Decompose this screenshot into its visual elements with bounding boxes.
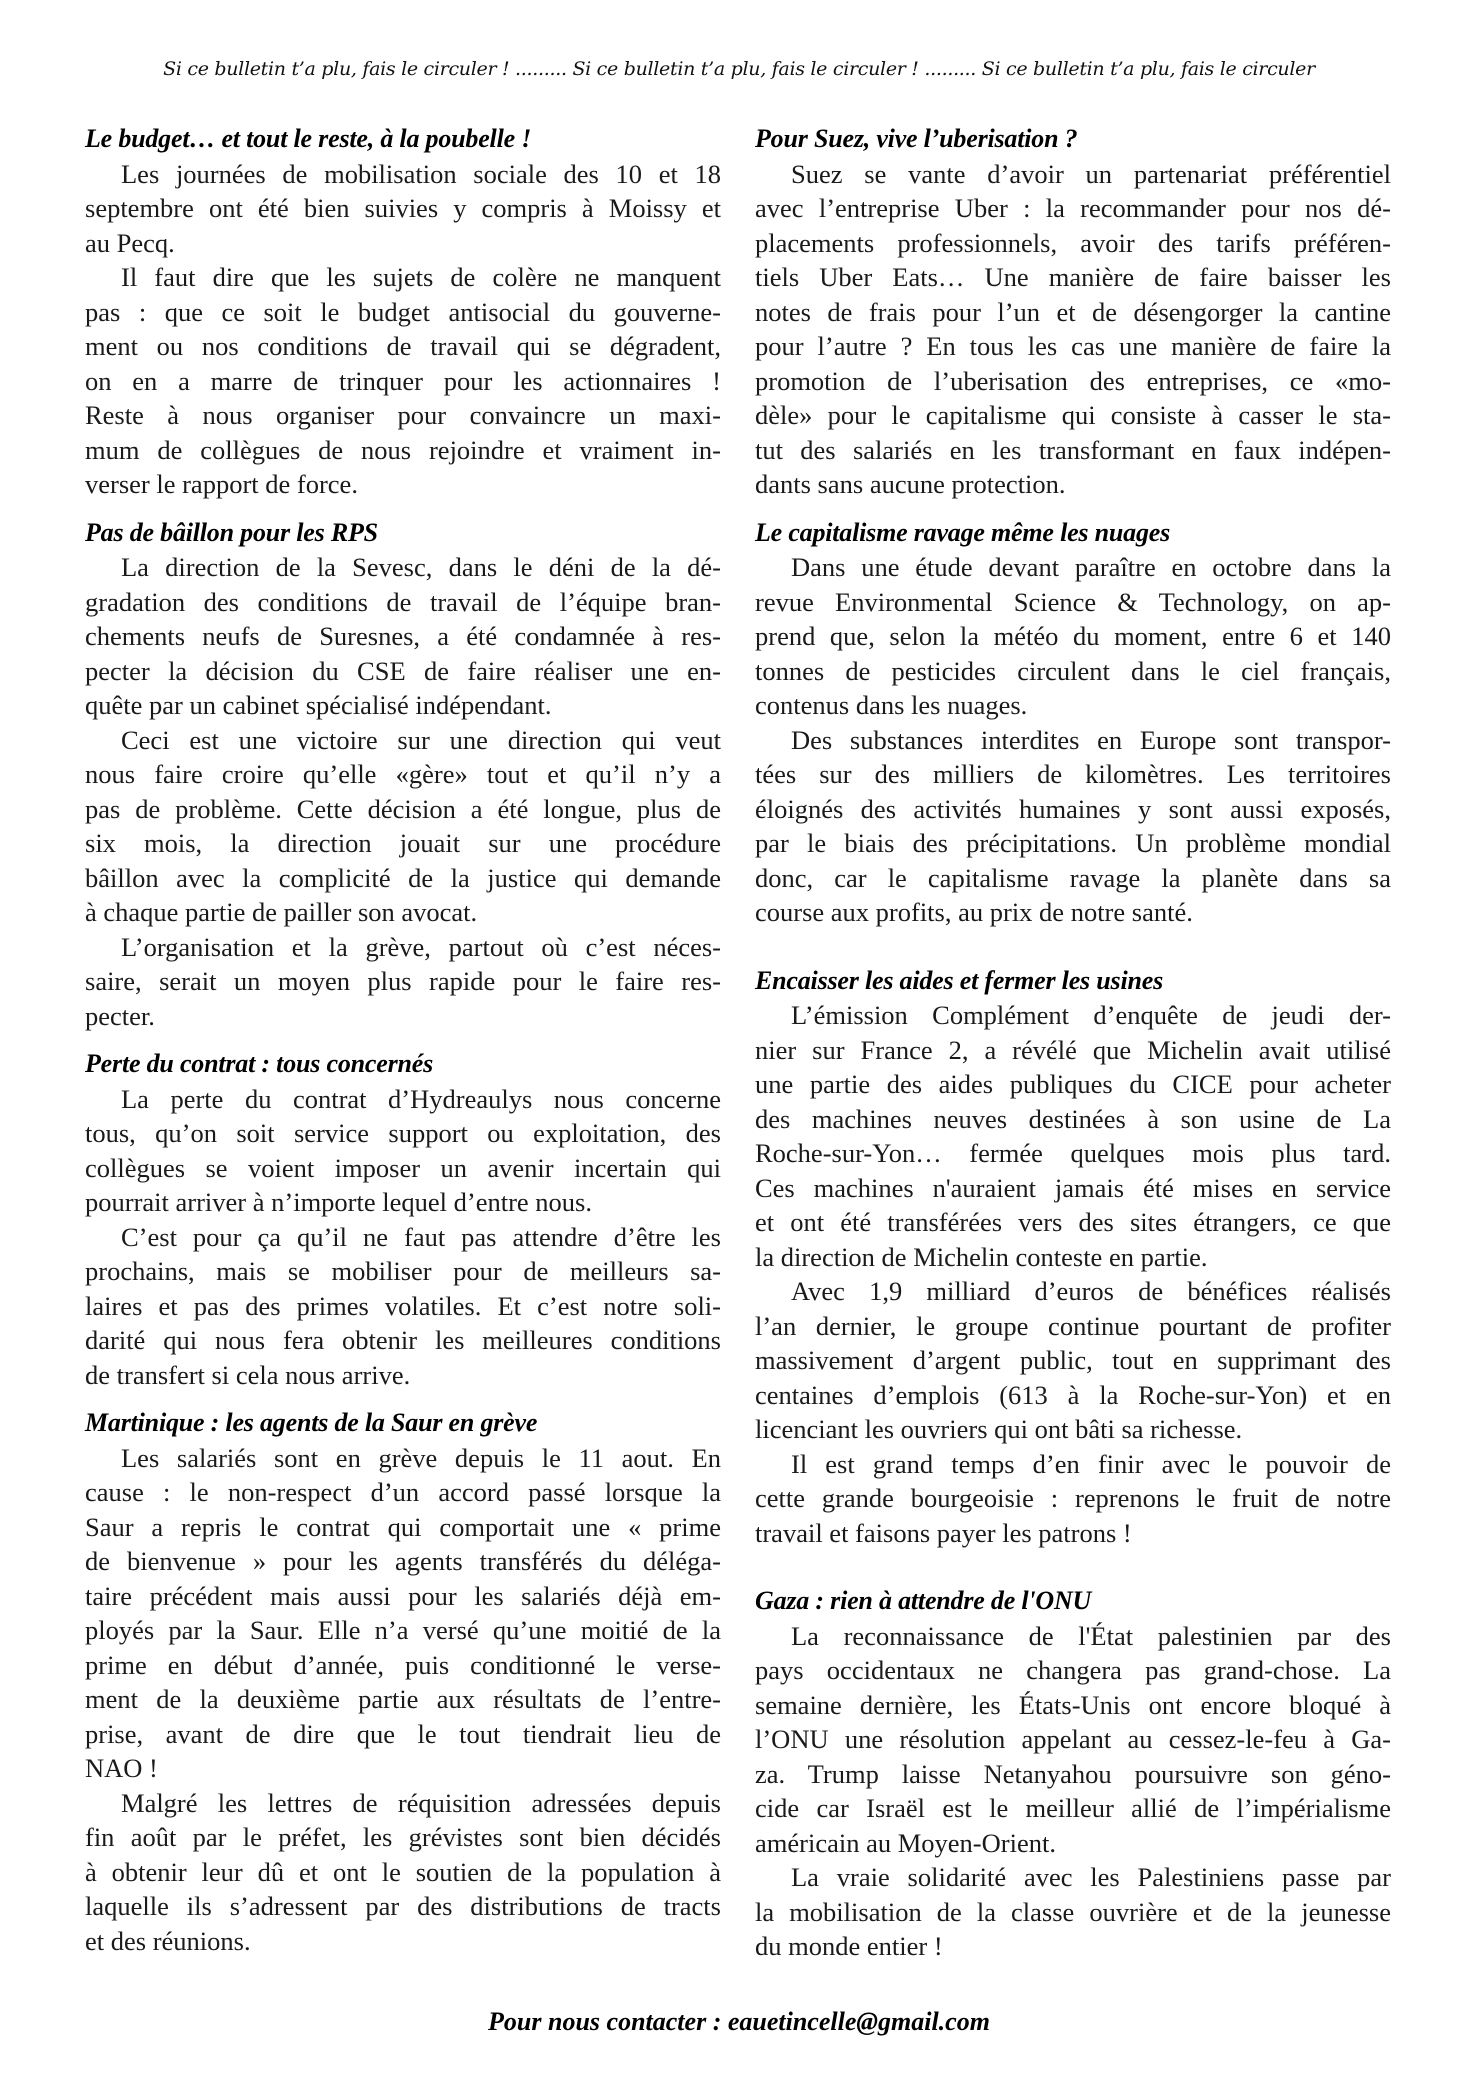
text-line: l’an dernier, le groupe continue pourtant de profiter: [755, 1310, 1391, 1341]
text-line: ment de la deuxième partie aux résultats de l’entre-: [85, 1684, 721, 1714]
article-martinique-saur: [85, 1406, 721, 1958]
text-line: Des substances interdites en Europe sont transpor-: [791, 724, 1391, 755]
article-title: Le budget… et tout le reste, à la poubelle !: [85, 124, 532, 153]
article-body: [85, 157, 721, 502]
text-line: au Pecq.: [85, 227, 175, 258]
text-line: Avec 1,9 milliard d’euros de bénéfices réalisés: [791, 1276, 1391, 1306]
text-line: et ont été transférées vers des sites étrangers, ce que: [755, 1207, 1391, 1237]
text-line: darité qui nous fera obtenir les meilleures conditions: [85, 1325, 721, 1355]
text-line: tées sur des milliers de kilomètres. Les territoires: [755, 759, 1391, 789]
text-line: des machines neuves destinées à son usine de La: [755, 1103, 1391, 1134]
text-line: cause : le non-respect d’un accord passé lorsque la: [85, 1477, 721, 1507]
article-perte-contrat: [85, 1047, 721, 1392]
text-line: taire précédent mais aussi pour les salariés déjà em-: [85, 1580, 721, 1611]
text-line: Il est grand temps d’en finir avec le pouvoir de: [791, 1448, 1391, 1479]
text-line: on en a marre de trinquer pour les actionnaires !: [85, 365, 721, 396]
article-body: [85, 1082, 721, 1393]
text-line: La vraie solidarité avec les Palestiniens passe par: [791, 1862, 1391, 1892]
article-title: Le capitalisme ravage même les nuages: [755, 517, 1171, 547]
text-line: centaines d’emplois (613 à la Roche-sur-Yon) et en: [755, 1379, 1391, 1410]
text-line: za. Trump laisse Netanyahou poursuivre son géno-: [755, 1758, 1391, 1789]
text-line: prise, avant de dire que le tout tiendrait lieu de: [85, 1718, 721, 1749]
text-line: placements professionnels, avoir des tarifs préféren-: [755, 227, 1391, 258]
article-suez-uber: [755, 122, 1391, 502]
article-gaza-onu: [755, 1584, 1391, 1964]
text-line: travail et faisons payer les patrons !: [755, 1517, 1132, 1548]
text-line: et des réunions.: [85, 1925, 251, 1956]
text-line: cide car Israël est le meilleur allié de l’impérialisme: [755, 1793, 1391, 1823]
text-line: éloignés des activités humaines y sont aussi exposés,: [755, 793, 1391, 824]
text-line: cette grande bourgeoisie : reprenons le fruit de notre: [755, 1483, 1391, 1513]
article-body: [755, 998, 1391, 1550]
contact-footer: [0, 2007, 1478, 2037]
article-body: [85, 550, 721, 1033]
text-line: verser le rapport de force.: [85, 469, 358, 499]
text-line: donc, car le capitalisme ravage la planète dans sa: [755, 862, 1391, 893]
article-body: [755, 157, 1391, 502]
article-title: Perte du contrat : tous concernés: [85, 1049, 434, 1078]
text-line: avec l’entreprise Uber : la recommander pour nos dé-: [755, 193, 1391, 223]
text-line: ment ou nos conditions de travail qui se dégradent,: [85, 331, 721, 361]
contact-email-link[interactable]: eauetincelle@gmail.com: [727, 2007, 990, 2036]
text-line: laquelle ils s’adressent par des distributions de tracts: [85, 1891, 721, 1921]
text-line: tonnes de pesticides circulent dans le ciel français,: [755, 655, 1391, 686]
text-line: Les journées de mobilisation sociale des 10 et 18: [121, 158, 721, 189]
article-body: [755, 1619, 1391, 1964]
text-line: semaine dernière, les États-Unis ont encore bloqué à: [755, 1689, 1391, 1720]
text-line: L’émission Complément d’enquête de jeudi der-: [791, 1000, 1391, 1030]
text-line: collègues se voient imposer un avenir incertain qui: [85, 1152, 721, 1183]
text-line: de bienvenue » pour les agents transférés du déléga-: [85, 1546, 721, 1576]
text-line: L’organisation et la grève, partout où c’est néces-: [121, 931, 721, 962]
text-line: la mobilisation de la classe ouvrière et de la jeunesse: [755, 1896, 1391, 1927]
text-line: nous faire croire qu’elle «gère» tout et qu’il n’y a: [85, 759, 721, 789]
article-title: Pour Suez, vive l’uberisation ?: [755, 124, 1078, 153]
article-title: Pas de bâillon pour les RPS: [85, 517, 378, 547]
text-line: dants sans aucune protection.: [755, 469, 1066, 499]
text-line: La reconnaissance de l'État palestinien par des: [791, 1620, 1391, 1651]
text-line: Ceci est une victoire sur une direction qui veut: [121, 724, 721, 755]
text-line: dèle» pour le capitalisme qui consiste à casser le sta-: [755, 400, 1391, 430]
text-line: Saur a repris le contrat qui comportait une « prime: [85, 1511, 721, 1542]
text-line: américain au Moyen-Orient.: [755, 1827, 1056, 1858]
text-line: Dans une étude devant paraître en octobre dans la: [791, 552, 1391, 582]
left-column: [85, 122, 721, 1958]
text-line: promotion de l’uberisation des entreprises, ce «mo-: [755, 365, 1391, 396]
text-line: tiels Uber Eats… Une manière de faire baisser les: [755, 262, 1391, 292]
text-line: Ces machines n'auraient jamais été mises en service: [755, 1172, 1391, 1203]
text-line: tut des salariés en les transformant en faux indépen-: [755, 434, 1391, 465]
text-line: course aux profits, au prix de notre santé.: [755, 897, 1193, 927]
contact-label: Pour nous contacter :: [488, 2007, 728, 2036]
text-line: La perte du contrat d’Hydreaulys nous concerne: [121, 1083, 721, 1114]
text-line: du monde entier !: [755, 1931, 943, 1961]
article-budget: [85, 122, 721, 502]
text-line: à obtenir leur dû et ont le soutien de la population à: [85, 1856, 721, 1887]
text-line: mum de collègues de nous rejoindre et vraiment in-: [85, 434, 721, 465]
text-line: une partie des aides publiques du CICE pour acheter: [755, 1069, 1391, 1099]
text-line: contenus dans les nuages.: [755, 690, 1028, 720]
text-line: Les salariés sont en grève depuis le 11 aout. En: [121, 1442, 721, 1473]
text-line: tous, qu’on soit service support ou exploitation, des: [85, 1118, 721, 1148]
text-line: pourrait arriver à n’importe lequel d’entre nous.: [85, 1187, 592, 1217]
text-line: six mois, la direction jouait sur une procédure: [85, 828, 721, 858]
text-line: Roche-sur-Yon… fermée quelques mois plus tard.: [755, 1138, 1391, 1168]
text-line: saire, serait un moyen plus rapide pour le faire res-: [85, 966, 721, 996]
text-line: Malgré les lettres de réquisition adressées depuis: [121, 1787, 721, 1818]
article-title: Encaisser les aides et fermer les usines: [755, 965, 1163, 995]
text-line: de transfert si cela nous arrive.: [85, 1359, 411, 1390]
text-line: prend que, selon la météo du moment, entre 6 et 140: [755, 621, 1391, 651]
text-line: bâillon avec la complicité de la justice qui demande: [85, 862, 721, 893]
text-line: ployés par la Saur. Elle n’a versé qu’une moitié de la: [85, 1615, 721, 1645]
right-column: [755, 122, 1391, 1964]
article-title: Martinique : les agents de la Saur en grève: [85, 1408, 538, 1437]
text-line: nier sur France 2, a révélé que Michelin avait utilisé: [755, 1034, 1391, 1065]
text-line: septembre ont été bien suivies y compris à Moissy et: [85, 193, 721, 223]
article-body: [755, 550, 1391, 930]
text-line: Reste à nous organiser pour convaincre un maxi-: [85, 400, 721, 430]
article-capitalisme-nuages: [755, 516, 1391, 930]
text-line: la direction de Michelin conteste en partie.: [755, 1241, 1208, 1272]
text-line: pecter.: [85, 1000, 155, 1031]
text-line: Suez se vante d’avoir un partenariat préférentiel: [791, 158, 1391, 189]
text-line: pas de problème. Cette décision a été longue, plus de: [85, 793, 721, 824]
text-line: prochains, mais se mobiliser pour de meilleurs sa-: [85, 1256, 721, 1286]
text-line: gradation des conditions de travail de l’équipe bran-: [85, 586, 721, 617]
text-line: Il faut dire que les sujets de colère ne manquent: [121, 262, 721, 292]
text-line: par le biais des précipitations. Un problème mondial: [755, 828, 1391, 858]
text-line: licenciant les ouvriers qui ont bâti sa richesse.: [755, 1414, 1243, 1444]
text-line: notes de frais pour l’un et de désengorger la cantine: [755, 296, 1391, 327]
text-line: NAO !: [85, 1753, 158, 1783]
text-line: pour l’autre ? En tous les cas une manière de faire la: [755, 331, 1391, 361]
text-line: à chaque partie de pailler son avocat.: [85, 897, 478, 927]
text-line: pays occidentaux ne changera pas grand-chose. La: [755, 1655, 1391, 1685]
text-line: La direction de la Sevesc, dans le déni de la dé-: [121, 552, 721, 582]
text-line: quête par un cabinet spécialisé indépendant.: [85, 690, 552, 720]
text-line: pecter la décision du CSE de faire réaliser une en-: [85, 655, 721, 686]
circulation-banner: Si ce bulletin t’a plu, fais le circuler ! ......... Si ce bulletin t’a plu, fais le circuler ! ......... Si ce bulletin t’a plu, fais le circuler: [163, 58, 1315, 80]
article-baillon-rps: [85, 516, 721, 1034]
text-line: pas : que ce soit le budget antisocial du gouverne-: [85, 296, 721, 327]
text-line: massivement d’argent public, tout en supprimant des: [755, 1345, 1391, 1375]
text-line: l’ONU une résolution appelant au cessez-le-feu à Ga-: [755, 1724, 1391, 1754]
text-line: fin août par le préfet, les grévistes sont bien décidés: [85, 1822, 721, 1852]
article-body: [85, 1441, 721, 1959]
text-line: laires et pas des primes volatiles. Et c’est notre soli-: [85, 1290, 721, 1321]
text-line: chements neufs de Suresnes, a été condamnée à res-: [85, 621, 721, 651]
article-title: Gaza : rien à attendre de l'ONU: [755, 1586, 1092, 1615]
text-line: C’est pour ça qu’il ne faut pas attendre d’être les: [121, 1221, 721, 1252]
article-aides-usines: [755, 964, 1391, 1551]
text-line: revue Environmental Science & Technology, on ap-: [755, 586, 1391, 617]
text-line: prime en début d’année, puis conditionné le verse-: [85, 1649, 721, 1680]
